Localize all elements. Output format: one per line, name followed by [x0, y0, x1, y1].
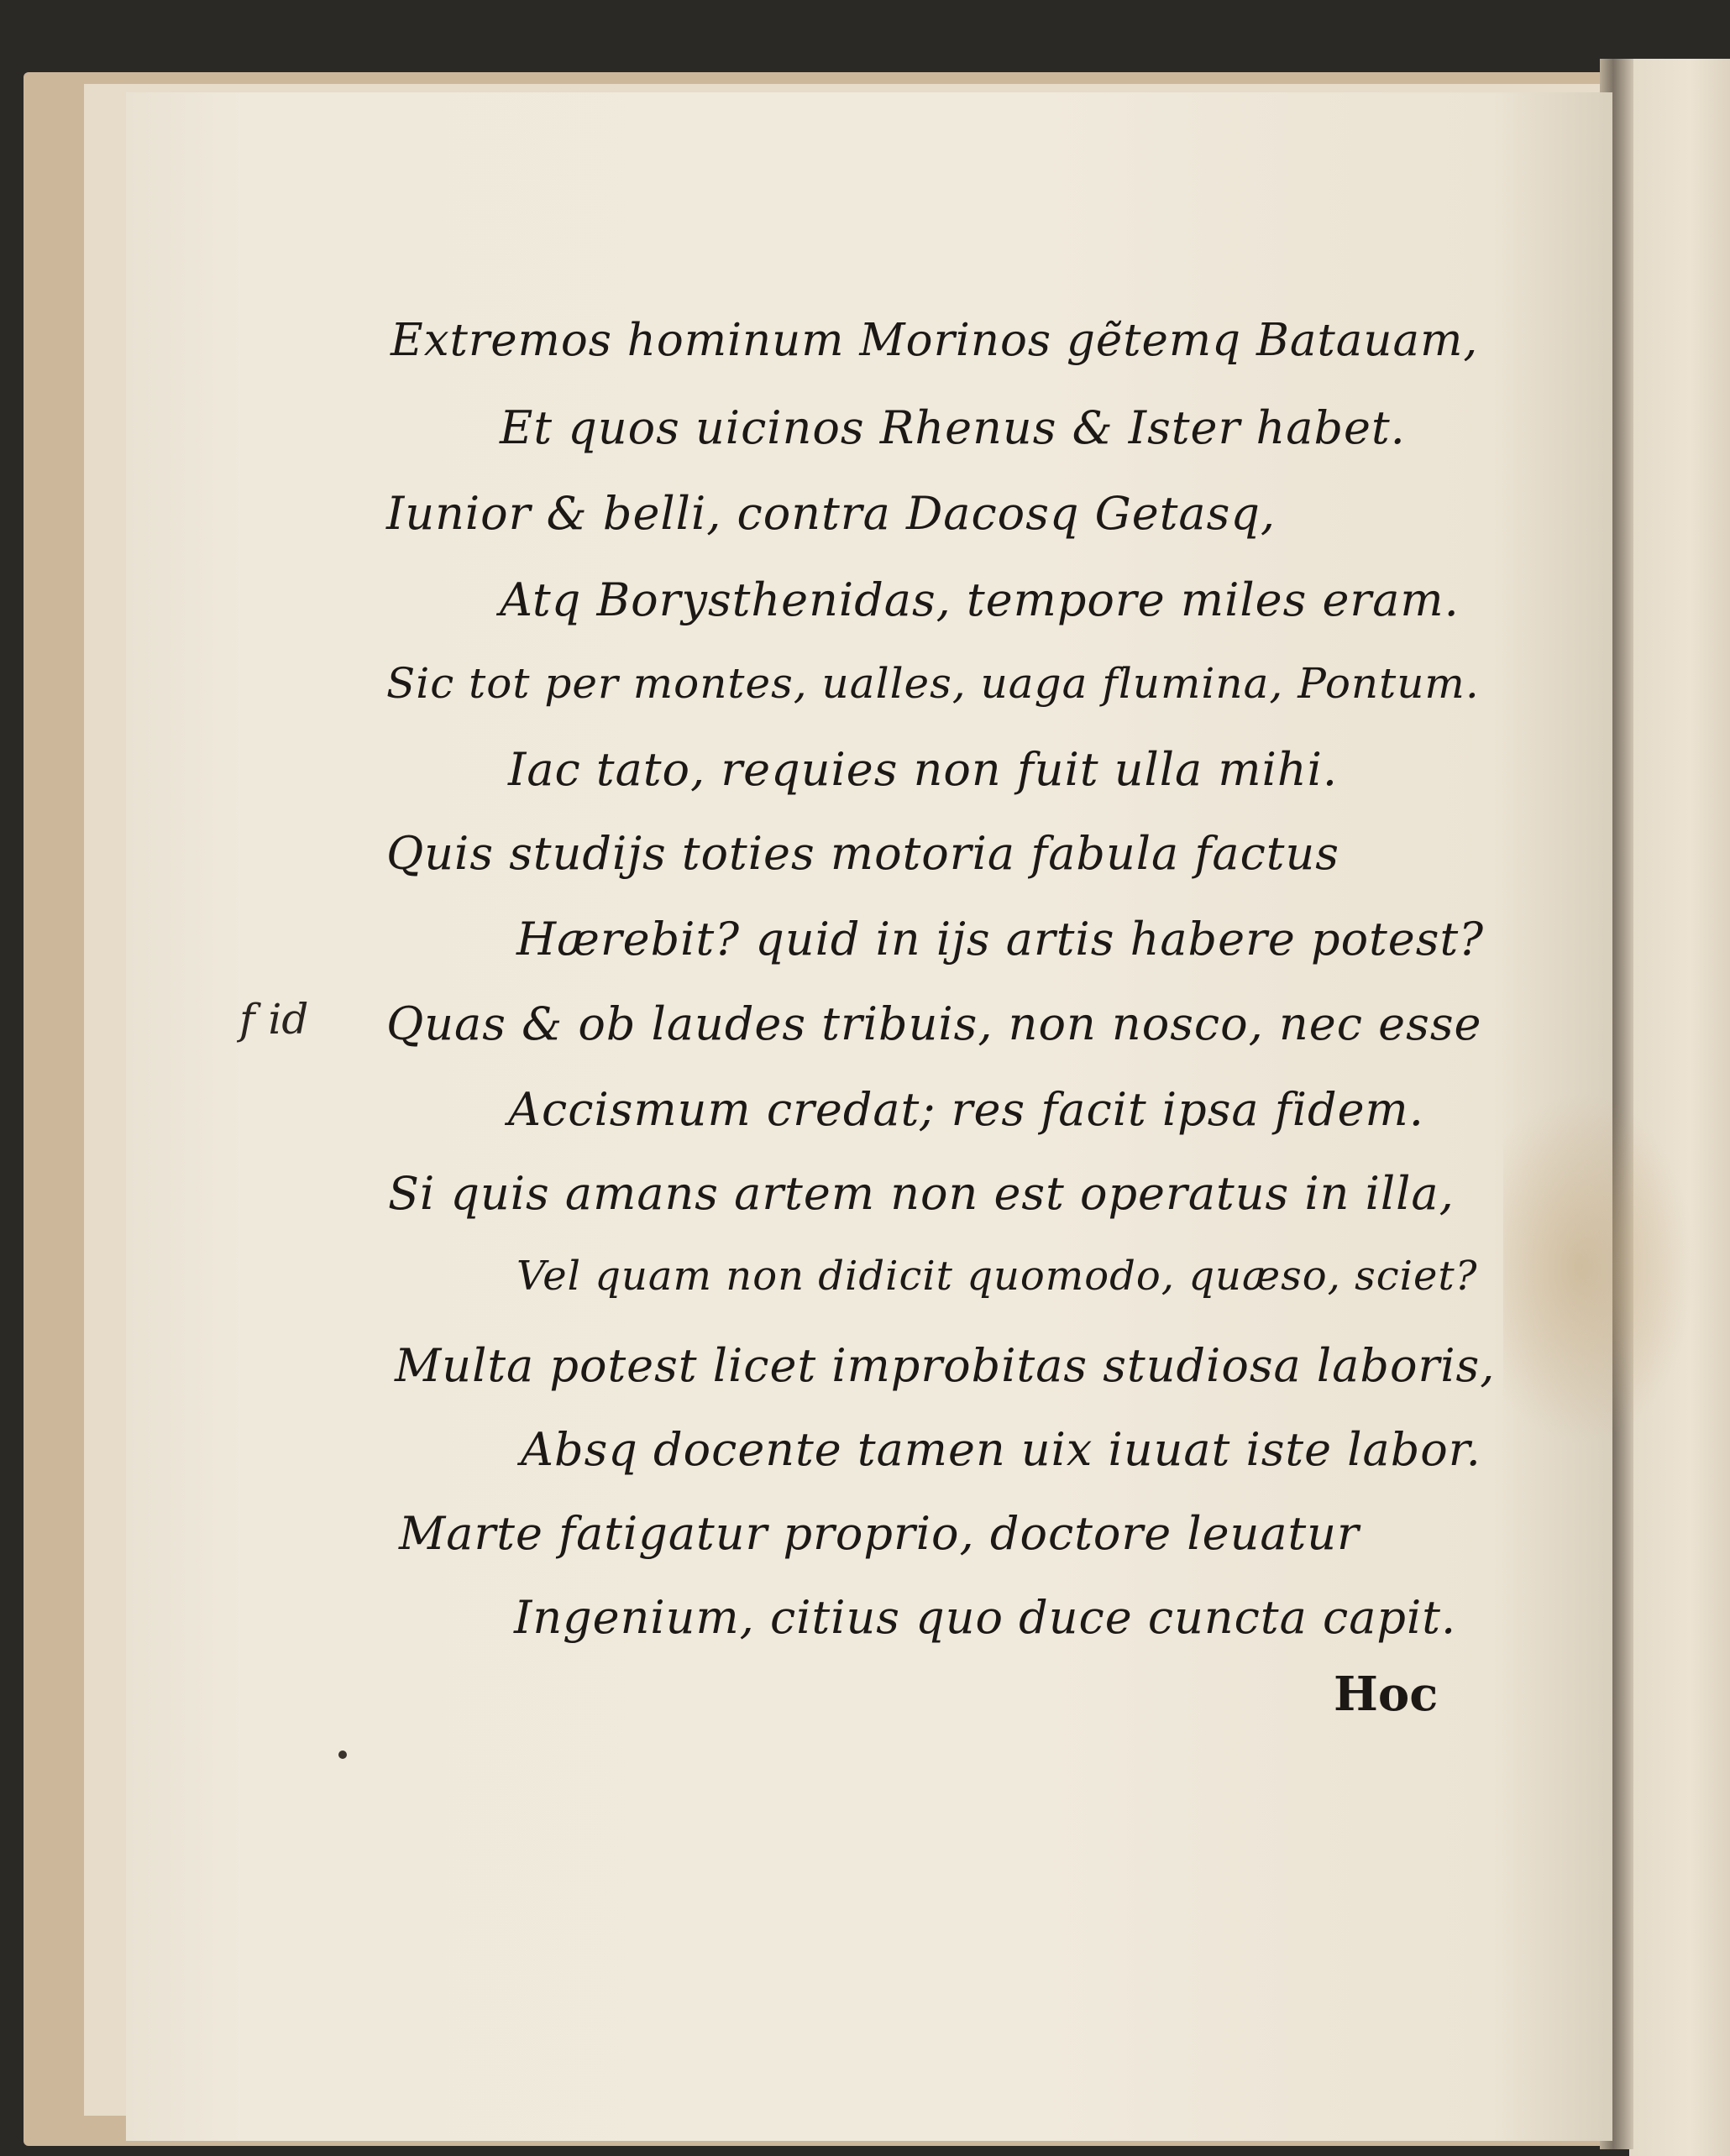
- verse-line-4: Atq Borysthenidas, tempore miles eram.: [500, 573, 1460, 626]
- verse-line-2: Et quos uicinos Rhenus & Ister habet.: [500, 401, 1406, 454]
- catchword: Hoc: [1334, 1667, 1439, 1722]
- verse-line-16: Ingenium, citius quo duce cuncta capit.: [514, 1591, 1457, 1644]
- verse-line-13: Multa potest licet improbitas studiosa laboris,: [395, 1339, 1496, 1392]
- verse-line-6: Iac tato, requies non fuit ulla mihi.: [508, 743, 1339, 796]
- verse-line-3: Iunior & belli, contra Dacosq Getasq,: [386, 487, 1277, 540]
- verse-line-14: Absq docente tamen uix iuuat iste labor.: [521, 1423, 1481, 1476]
- ink-dot: [338, 1750, 347, 1759]
- verse-line-12: Vel quam non didicit quomodo, quæso, sciet?: [516, 1253, 1478, 1300]
- verse-line-10: Accismum credat; res facit ipsa fidem.: [508, 1083, 1424, 1136]
- verse-line-9: Quas & ob laudes tribuis, non nosco, nec esse: [386, 997, 1482, 1050]
- verse-line-11: Si quis amans artem non est operatus in illa,: [388, 1167, 1455, 1220]
- marginal-note: f id: [239, 995, 309, 1044]
- verse-line-8: Hærebit? quid in ijs artis habere potest?: [516, 913, 1485, 965]
- verse-line-1: Extremos hominum Morinos gẽtemq Batauam,: [391, 315, 1479, 366]
- verse-line-7: Quis studijs toties motoria fabula factus: [386, 827, 1340, 880]
- verse-line-5: Sic tot per montes, ualles, uaga flumina, Pontum.: [386, 659, 1480, 708]
- verse-line-15: Marte fatigatur proprio, doctore leuatur: [399, 1507, 1360, 1560]
